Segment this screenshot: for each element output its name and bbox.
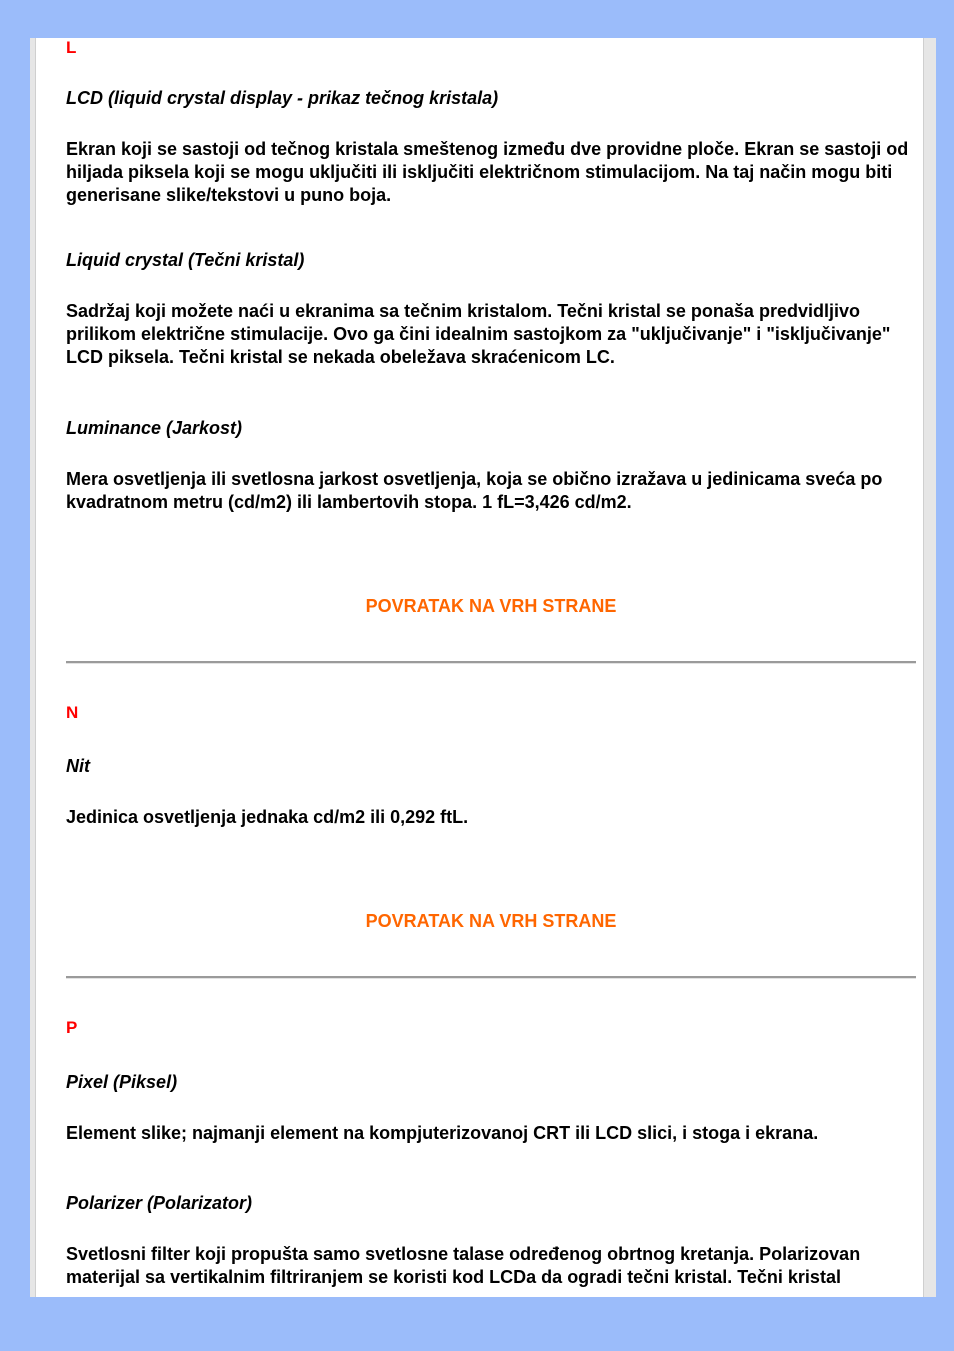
term-pixel: Pixel (Piksel) [66,1072,178,1092]
section-divider [66,976,916,979]
back-to-top-link[interactable]: POVRATAK NA VRH STRANE [365,911,617,931]
back-to-top-link[interactable]: POVRATAK NA VRH STRANE [365,596,617,616]
section-letter-n: N [66,703,79,722]
desc-lcd: Ekran koji se sastoji od tečnog kristala smeštenog između dve providne ploče. Ekran se sastoji od hiljada piksela koji se mogu uključiti ili isključiti električnom stimulacijom. Na taj način mogu biti generisane slike/tekstovi u puno boja. [66,139,909,205]
term-liquid-crystal: Liquid crystal (Tečni kristal) [66,250,305,270]
term-luminance: Luminance (Jarkost) [66,418,243,438]
section-letter-p: P [66,1018,78,1037]
term-nit: Nit [66,756,90,776]
desc-luminance: Mera osvetljenja ili svetlosna jarkost osvetljenja, koja se obično izražava u jedinicama sveća po kvadratnom metru (cd/m2) ili lambertovih stopa. 1 fL=3,426 cd/m2. [66,469,883,512]
desc-polarizer: Svetlosni filter koji propušta samo svetlosne talase određenog obrtnog kretanja. Polarizovan materijal sa vertikalnim filtriranjem se koristi kod LCDa da ogradi tečni kristal. Tečni kristal [66,1244,861,1287]
right-frame-border [923,38,936,1297]
term-polarizer: Polarizer (Polarizator) [66,1193,253,1213]
section-letter-l: L [66,38,77,57]
section-divider [66,661,916,664]
left-frame-border [30,38,36,1297]
term-lcd: LCD (liquid crystal display - prikaz tečnog kristala) [66,88,499,108]
desc-pixel: Element slike; najmanji element na kompjuterizovanoj CRT ili LCD slici, i stoga i ekrana. [66,1123,819,1143]
desc-liquid-crystal: Sadržaj koji možete naći u ekranima sa tečnim kristalom. Tečni kristal se ponaša predvidljivo prilikom električne stimulacije. Ovo ga čini idealnim sastojkom za "uključivanje" i "isključivanje" LCD piksela. Tečni kristal se nekada obeležava skraćenicom LC. [66,301,891,367]
document-page [30,38,936,1297]
desc-nit: Jedinica osvetljenja jednaka cd/m2 ili 0,292 ftL. [66,807,469,827]
